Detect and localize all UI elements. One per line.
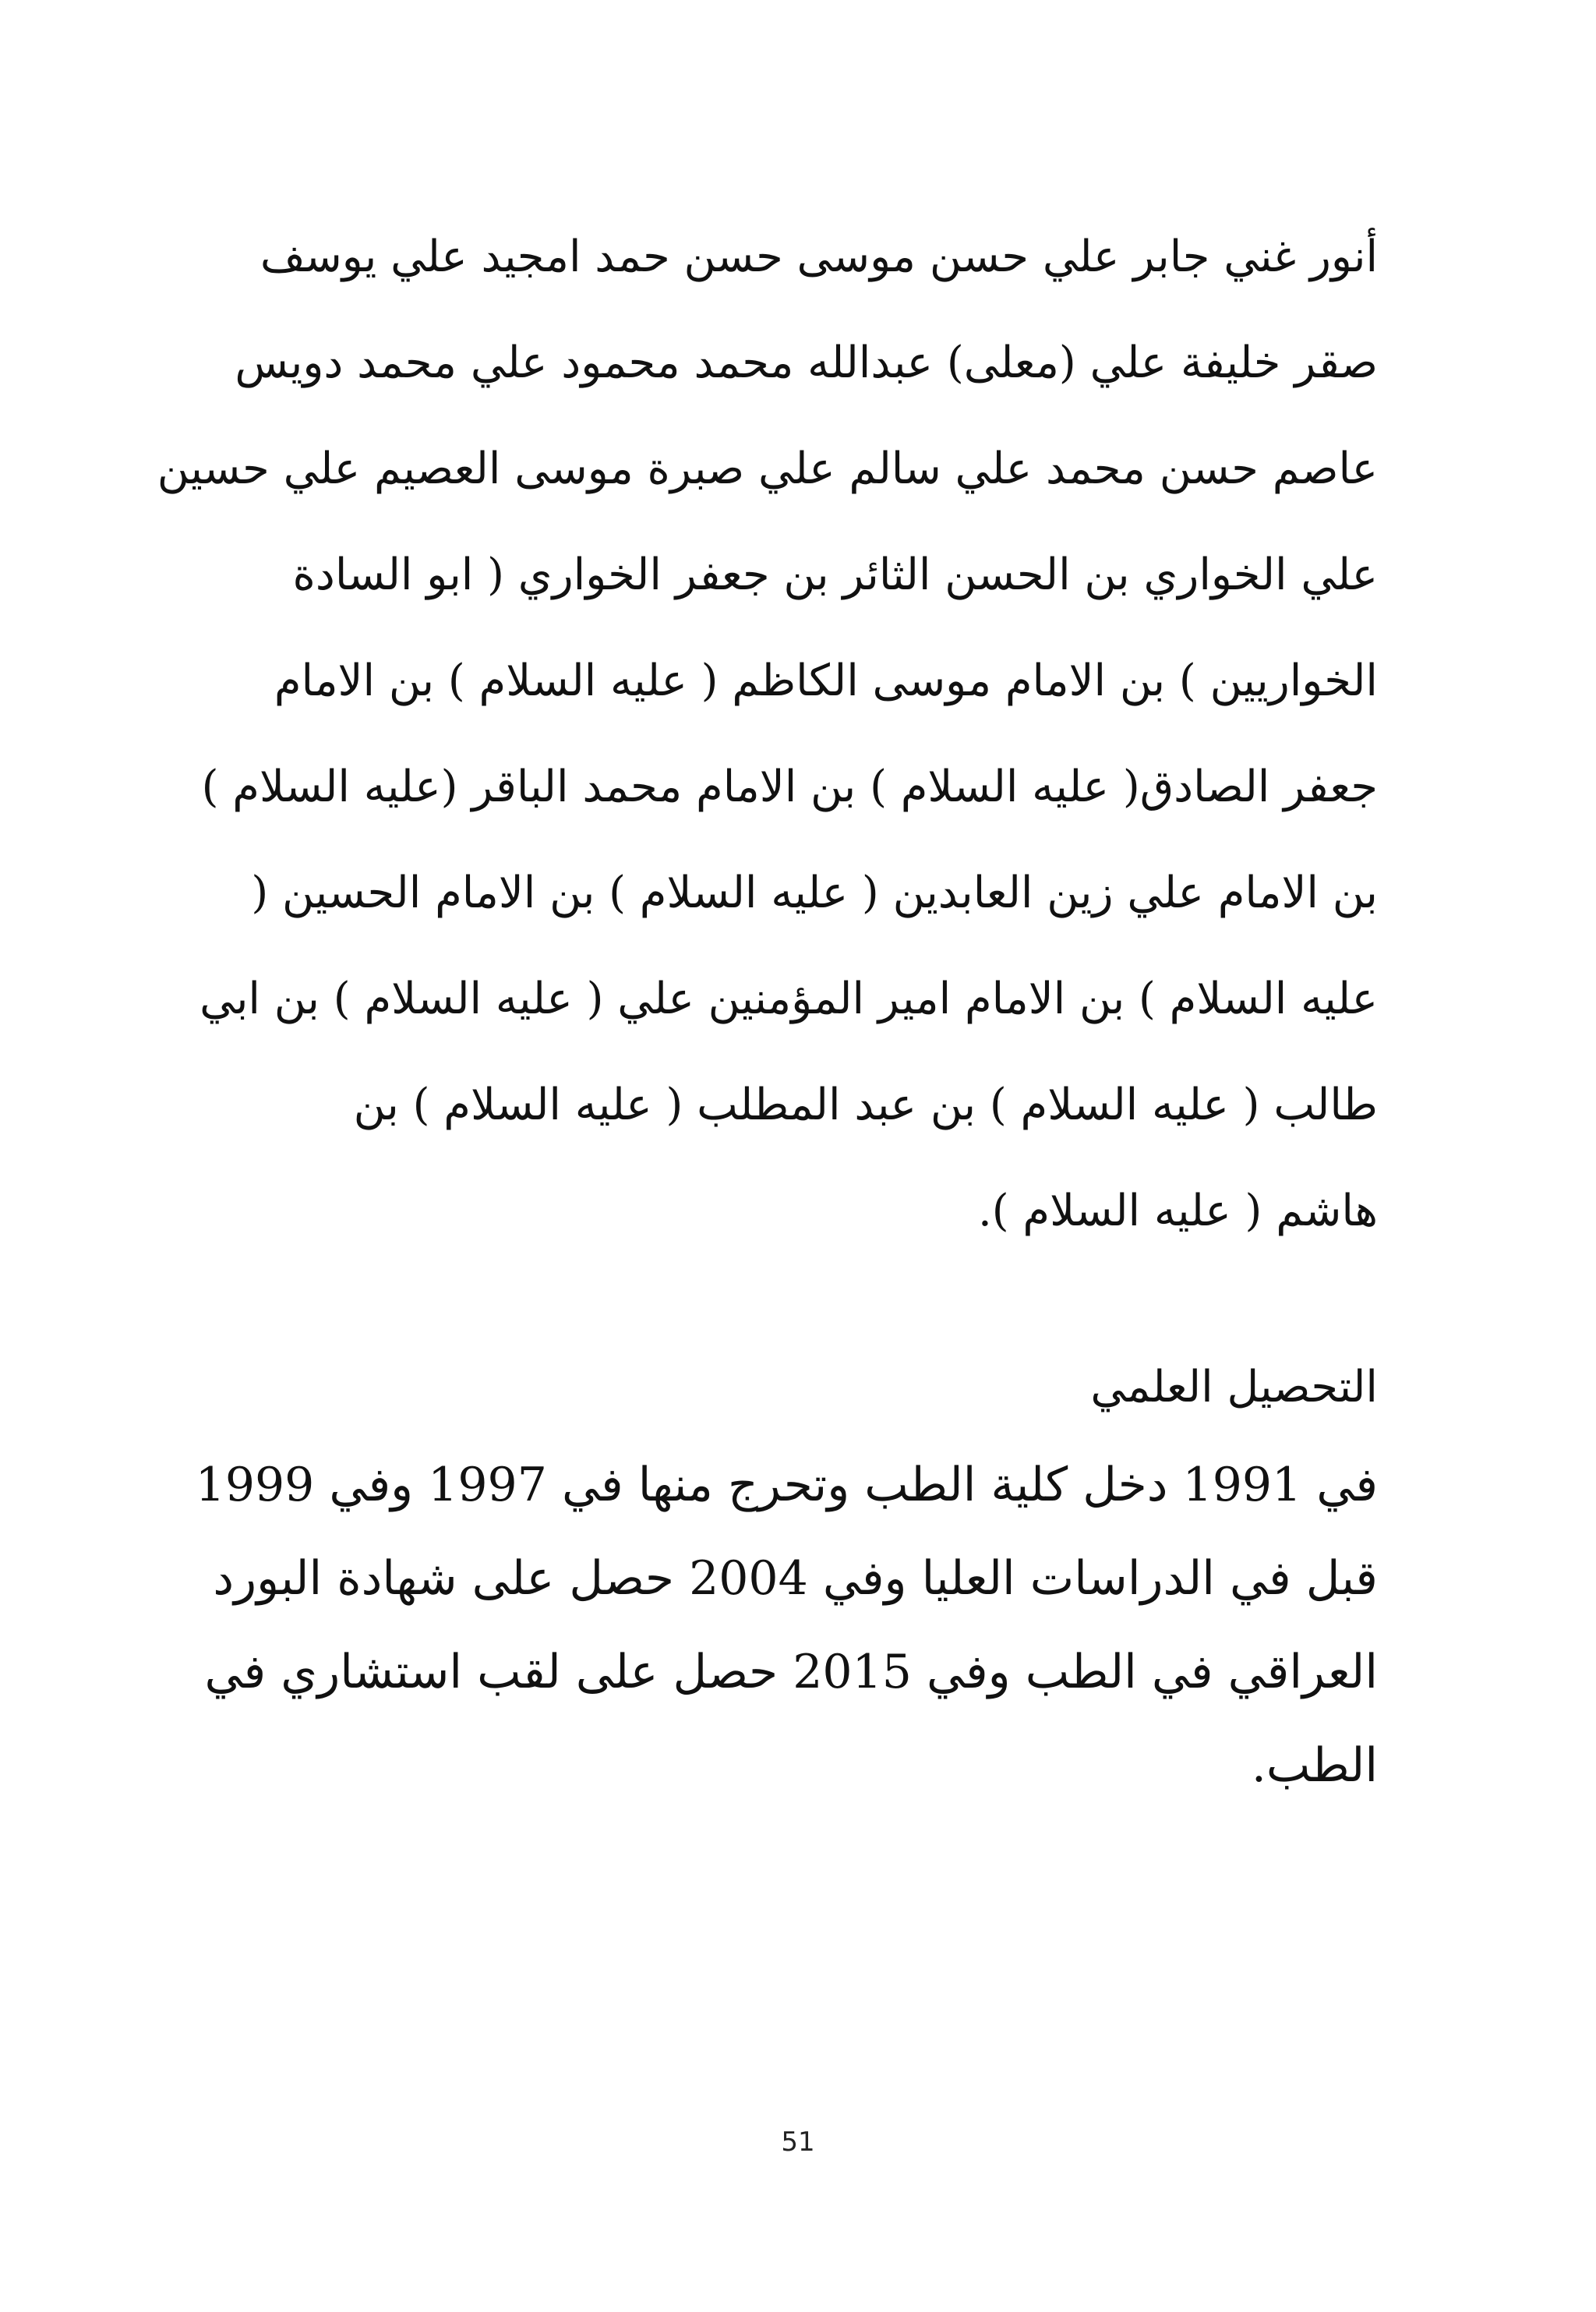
lineage-paragraph bbox=[157, 204, 1378, 1264]
lineage-line: هاشم ( عليه السلام ). bbox=[977, 1186, 1378, 1236]
lineage-line: علي الخواري بن الحسن الثائر بن جعفر الخواري ( ابو السادة bbox=[292, 550, 1378, 600]
lineage-line: بن الامام علي زين العابدين ( عليه السلام ) بن الامام الحسين ( bbox=[251, 868, 1378, 918]
education-line: قبل في الدراسات العليا وفي 2004 حصل على شهادة البورد bbox=[213, 1551, 1378, 1606]
education-line: الطب. bbox=[1251, 1738, 1378, 1793]
lineage-line: الخواريين ) بن الامام موسى الكاظم ( عليه السلام ) بن الامام bbox=[274, 656, 1378, 706]
lineage-line: صقر خليفة علي (معلى) عبدالله محمد محمود علي محمد دويس bbox=[235, 338, 1378, 388]
education-paragraph bbox=[195, 1438, 1378, 1812]
lineage-line: عليه السلام ) بن الامام امير المؤمنين علي ( عليه السلام ) بن ابي bbox=[200, 974, 1378, 1024]
education-line: العراقي في الطب وفي 2015 حصل على لقب استشاري في bbox=[204, 1645, 1378, 1699]
lineage-line: جعفر الصادق( عليه السلام ) بن الامام محمد الباقر (عليه السلام ) bbox=[201, 762, 1378, 812]
page-number: 51 bbox=[781, 2126, 815, 2158]
section-heading: التحصيل العلمي bbox=[1090, 1362, 1378, 1412]
lineage-line: عاصم حسن محمد علي سالم علي صبرة موسى العصيم علي حسين bbox=[157, 444, 1378, 494]
education-line: في 1991 دخل كلية الطب وتحرج منها في 1997 وفي 1999 bbox=[195, 1458, 1378, 1512]
lineage-line: طالب ( عليه السلام ) بن عبد المطلب ( عليه السلام ) بن bbox=[353, 1080, 1378, 1130]
lineage-line: أنور غني جابر علي حسن موسى حسن حمد امجيد علي يوسف bbox=[260, 232, 1378, 282]
